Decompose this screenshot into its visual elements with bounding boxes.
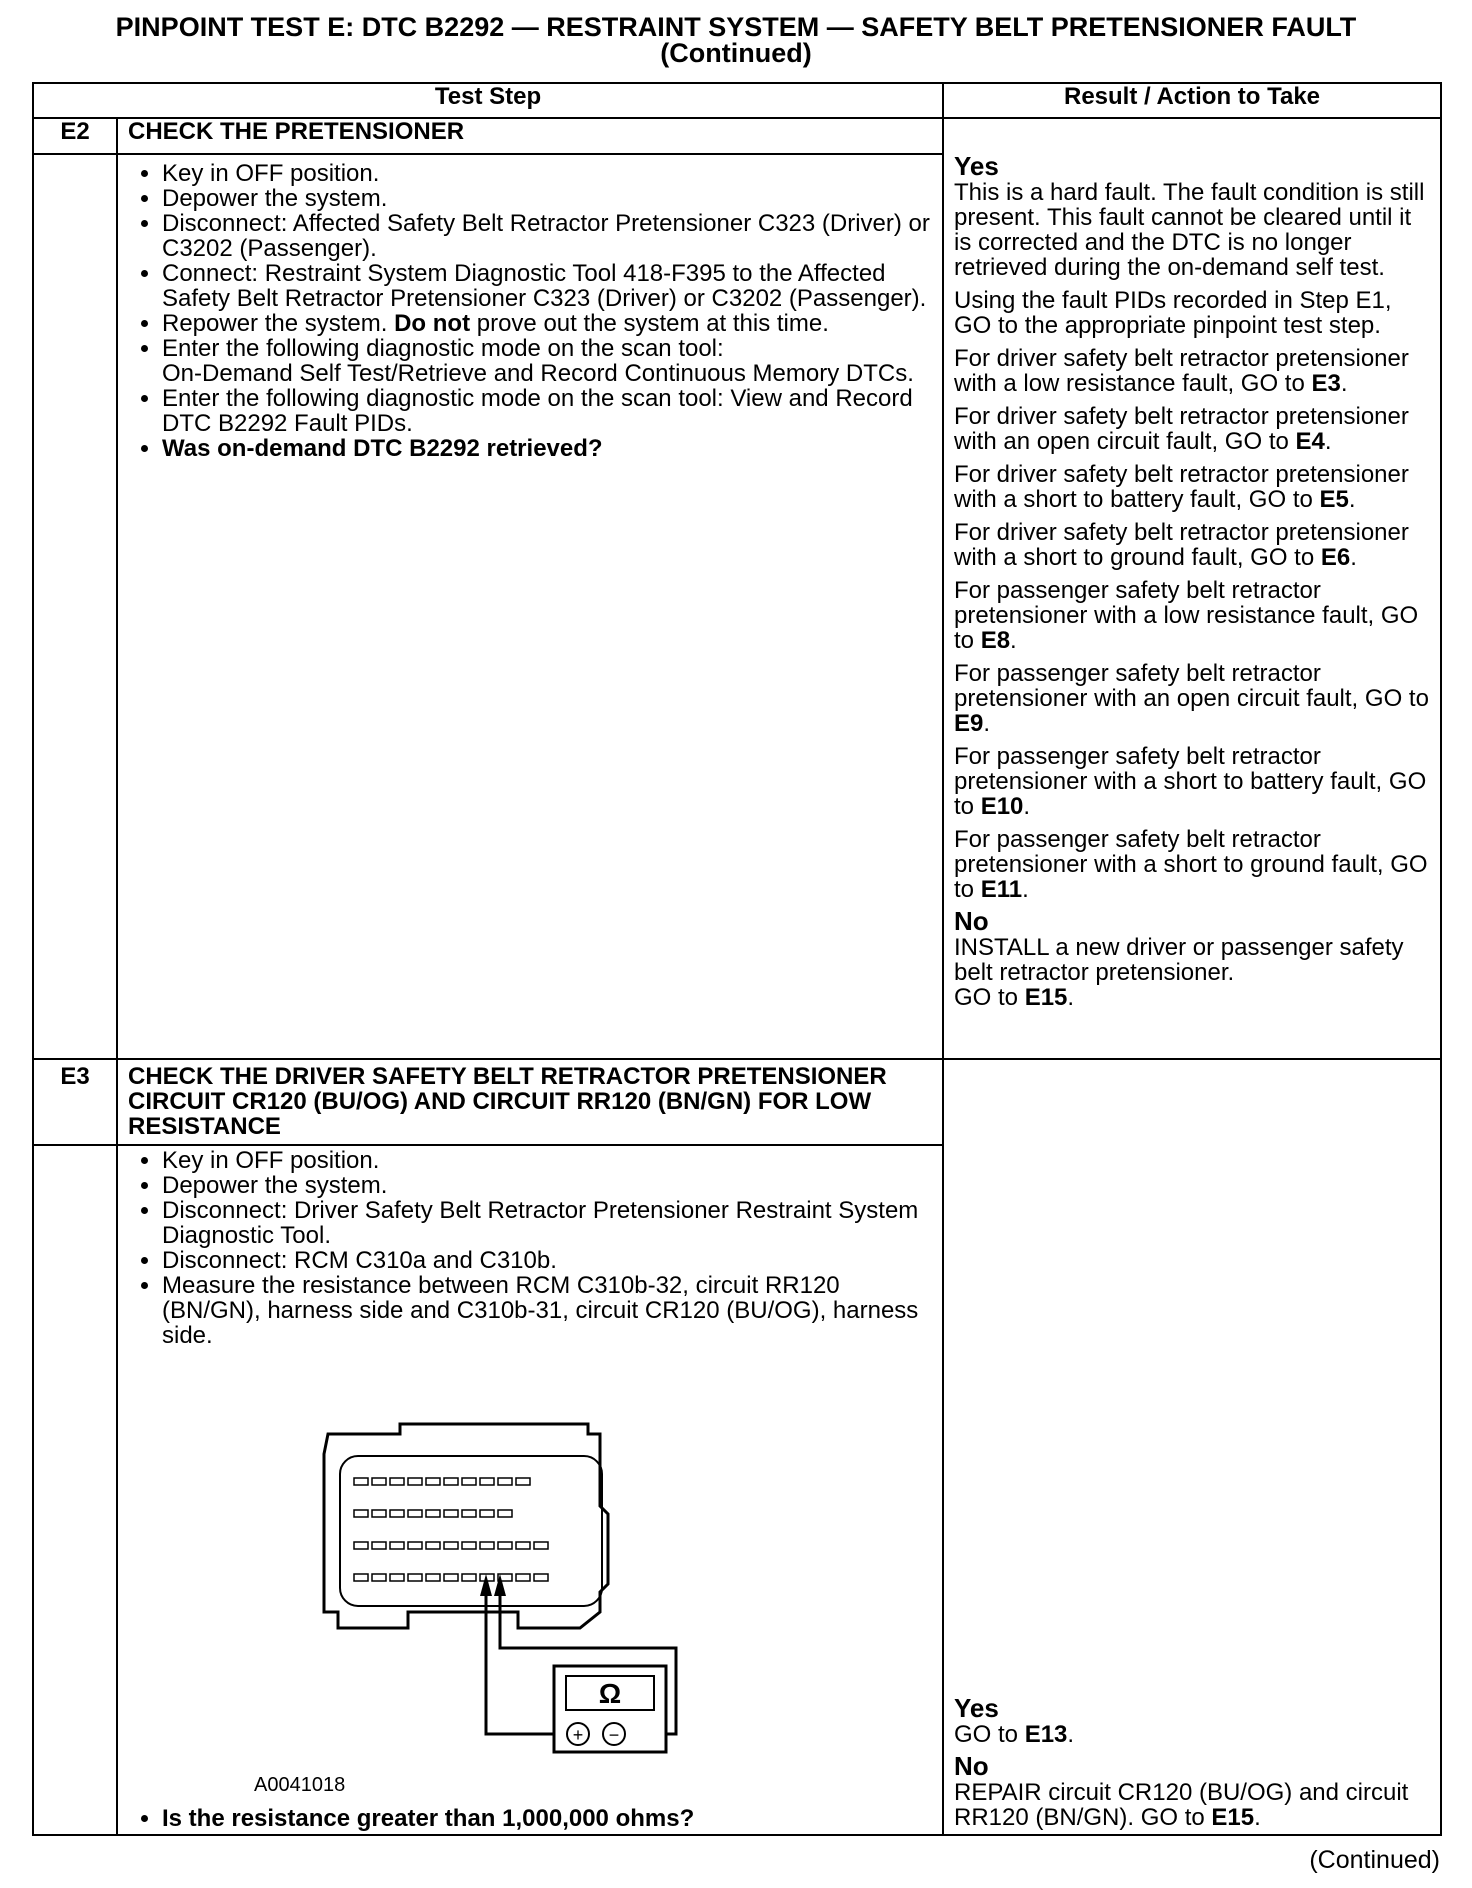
connector-pin — [462, 1510, 476, 1517]
result-e3-content — [954, 1695, 1434, 1830]
connector-pin — [354, 1510, 368, 1517]
action-target[interactable]: E8 — [980, 627, 1011, 654]
step-item: • Depower the system. — [162, 186, 932, 211]
connector-pin — [426, 1542, 440, 1549]
footer-continued: (Continued) — [1309, 1846, 1440, 1874]
result-e2 — [943, 118, 1441, 1059]
connector-pin — [426, 1510, 440, 1517]
action-list-e2 — [954, 346, 1434, 902]
connector-pin — [480, 1510, 494, 1517]
step-text: prove out the system at this time. — [470, 310, 829, 337]
step-item: • Disconnect: Driver Safety Belt Retractor Pretensioner Restraint System Diagnostic Tool. — [162, 1198, 932, 1248]
period: . — [1254, 1804, 1261, 1831]
step-item: • Measure the resistance between RCM C310b-32, circuit RR120 (BN/GN), harness side and C310b-31, circuit CR120 (BU/OG), harness side. — [162, 1273, 932, 1348]
action-text: For passenger safety belt retractor pretensioner with a low resistance fault, GO to — [954, 577, 1419, 654]
step-body-e2 — [117, 154, 943, 1059]
yes-label-e3: Yes — [954, 1693, 999, 1723]
step-question: • Is the resistance greater than 1,000,000 ohms? — [162, 1806, 694, 1831]
period: . — [983, 710, 991, 737]
yes-label-e2: Yes — [954, 151, 999, 181]
connector-pin — [516, 1542, 530, 1549]
action-text: For driver safety belt retractor pretensioner with a short to battery fault, GO to — [954, 461, 1409, 513]
connector-pin — [354, 1574, 368, 1581]
period: . — [1340, 370, 1348, 397]
step-text: On-Demand Self Test/Retrieve and Record Continuous Memory DTCs. — [162, 360, 914, 387]
action-text: For driver safety belt retractor pretensioner with a short to ground fault, GO to — [954, 519, 1409, 571]
no-text-e2: INSTALL a new driver or passenger safety belt retractor pretensioner. — [954, 934, 1404, 986]
goto-target[interactable]: E15 — [1211, 1804, 1255, 1831]
no-text-e3 — [954, 1780, 1434, 1830]
connector-pin — [426, 1478, 440, 1485]
step-item: • Connect: Restraint System Diagnostic Tool 418-F395 to the Affected Safety Belt Retractor Pretensioner C323 (Driver) or C3202 (Passenger). — [162, 261, 932, 311]
action-item — [954, 827, 1434, 902]
action-item — [954, 346, 1434, 396]
yes-goto-e3 — [954, 1722, 1434, 1747]
no-label-e2: No — [954, 906, 989, 936]
action-item — [954, 462, 1434, 512]
connector-pin — [426, 1574, 440, 1581]
connector-pin — [498, 1542, 512, 1549]
step-blank-e3 — [33, 1145, 117, 1835]
connector-pin — [534, 1574, 548, 1581]
step-body-e3 — [117, 1145, 943, 1835]
connector-pin — [516, 1574, 530, 1581]
action-target[interactable]: E11 — [980, 876, 1023, 903]
step-list-e3 — [118, 1148, 932, 1348]
period: . — [1023, 793, 1031, 820]
action-text: For driver safety belt retractor pretensioner with an open circuit fault, GO to — [954, 403, 1409, 455]
pinpoint-test-table — [32, 82, 1442, 1836]
ohm-symbol: Ω — [598, 1678, 622, 1709]
plus-sign: + — [572, 1725, 584, 1745]
connector-outline — [324, 1424, 608, 1628]
connector-pin — [390, 1478, 404, 1485]
action-target[interactable]: E3 — [1311, 370, 1341, 397]
period: . — [1067, 1721, 1075, 1748]
step-emphasis: Do not — [394, 310, 471, 337]
page-title — [0, 14, 1472, 66]
action-target[interactable]: E10 — [980, 793, 1024, 820]
connector-pin — [372, 1542, 386, 1549]
connector-diagram — [278, 1416, 838, 1776]
connector-pin — [408, 1510, 422, 1517]
action-item — [954, 520, 1434, 570]
figure-id: A0041018 — [254, 1774, 346, 1796]
connector-pin — [462, 1574, 476, 1581]
connector-pin — [444, 1542, 458, 1549]
lead-wire-left — [486, 1596, 556, 1734]
connector-pin — [408, 1478, 422, 1485]
action-target[interactable]: E4 — [1295, 428, 1325, 455]
step-list-e2 — [118, 161, 932, 461]
step-title-e3: CHECK THE DRIVER SAFETY BELT RETRACTOR PRETENSIONER CIRCUIT CR120 (BU/OG) AND CIRCUIT RR120 (BN/GN) FOR LOW RESISTANCE — [117, 1059, 943, 1145]
goto-text: REPAIR circuit CR120 (BU/OG) and circuit RR120 (BN/GN). GO to — [954, 1779, 1409, 1831]
step-item: • Key in OFF position. — [162, 161, 932, 186]
connector-pin — [390, 1542, 404, 1549]
connector-pin — [480, 1478, 494, 1485]
connector-pin — [498, 1478, 512, 1485]
action-target[interactable]: E6 — [1320, 544, 1351, 571]
action-item — [954, 744, 1434, 819]
period: . — [1010, 627, 1017, 654]
header-test-step: Test Step — [33, 83, 943, 118]
connector-pin — [444, 1478, 458, 1485]
step-text: Enter the following diagnostic mode on the scan tool: — [162, 335, 724, 362]
period: . — [1348, 486, 1356, 513]
action-text: For passenger safety belt retractor pretensioner with a short to ground fault, GO to — [954, 826, 1428, 903]
step-item: • Depower the system. — [162, 1173, 932, 1198]
connector-pins — [354, 1478, 548, 1581]
action-text: For passenger safety belt retractor pretensioner with an open circuit fault, GO to — [954, 660, 1429, 712]
step-item — [162, 336, 932, 386]
action-item — [954, 661, 1434, 736]
action-target[interactable]: E5 — [1319, 486, 1349, 513]
step-item: • Key in OFF position. — [162, 1148, 932, 1173]
connector-pin — [498, 1510, 512, 1517]
title-line-1: PINPOINT TEST E: DTC B2292 — RESTRAINT SYSTEM — SAFETY BELT PRETENSIONER FAULT — [115, 12, 1357, 42]
period: . — [1350, 544, 1357, 571]
connector-pin — [462, 1478, 476, 1485]
connector-pin — [390, 1574, 404, 1581]
connector-pin — [372, 1574, 386, 1581]
probe-tip-right — [494, 1574, 506, 1596]
header-result: Result / Action to Take — [943, 83, 1441, 118]
goto-target[interactable]: E13 — [1024, 1721, 1068, 1748]
pid-text-e2: Using the fault PIDs recorded in Step E1, GO to the appropriate pinpoint test step. — [954, 287, 1392, 339]
period: . — [1324, 428, 1332, 455]
action-text: For driver safety belt retractor pretensioner with a low resistance fault, GO to — [954, 345, 1409, 397]
step-id-e3: E3 — [33, 1059, 117, 1145]
action-item — [954, 578, 1434, 653]
connector-pin — [408, 1574, 422, 1581]
yes-text-e2: This is a hard fault. The fault condition is still present. This fault cannot be cleared until it is corrected and the DTC is no longer retrieved during the on-demand self test. — [954, 179, 1425, 281]
connector-meter-svg — [278, 1416, 748, 1756]
connector-pin — [372, 1478, 386, 1485]
step-list-e3-question — [118, 1806, 694, 1831]
probe-tip-left — [480, 1574, 492, 1596]
action-target[interactable]: E9 — [954, 710, 984, 737]
connector-pin — [444, 1510, 458, 1517]
connector-pin — [390, 1510, 404, 1517]
connector-pin — [462, 1542, 476, 1549]
result-e3 — [943, 1059, 1441, 1835]
title-line-2: (Continued) — [660, 38, 812, 68]
minus-sign: − — [608, 1725, 620, 1745]
step-text: Repower the system. — [162, 310, 395, 337]
action-item — [954, 404, 1434, 454]
connector-pin — [354, 1478, 368, 1485]
no-goto-e2 — [954, 985, 1434, 1010]
goto-text: GO to — [954, 1721, 1025, 1748]
connector-pin — [534, 1542, 548, 1549]
connector-pin — [444, 1574, 458, 1581]
step-blank-e2 — [33, 154, 117, 1059]
goto-target[interactable]: E15 — [1024, 984, 1068, 1011]
action-text: For passenger safety belt retractor pretensioner with a short to battery fault, GO to — [954, 743, 1427, 820]
goto-text: GO to — [954, 984, 1025, 1011]
period: . — [1067, 984, 1075, 1011]
period: . — [1022, 876, 1029, 903]
connector-pin — [372, 1510, 386, 1517]
connector-pin — [354, 1542, 368, 1549]
step-id-e2: E2 — [33, 118, 117, 154]
step-item: • Disconnect: Affected Safety Belt Retractor Pretensioner C323 (Driver) or C3202 (Passenger). — [162, 211, 932, 261]
step-item: • Enter the following diagnostic mode on the scan tool: View and Record DTC B2292 Fault PIDs. — [162, 386, 932, 436]
connector-pin — [408, 1542, 422, 1549]
step-title-e2: CHECK THE PRETENSIONER — [117, 118, 943, 154]
step-item — [162, 311, 932, 336]
connector-pin — [480, 1542, 494, 1549]
connector-pin — [516, 1478, 530, 1485]
step-question: • Was on-demand DTC B2292 retrieved? — [162, 436, 932, 461]
no-label-e3: No — [954, 1751, 989, 1781]
step-item: • Disconnect: RCM C310a and C310b. — [162, 1248, 932, 1273]
